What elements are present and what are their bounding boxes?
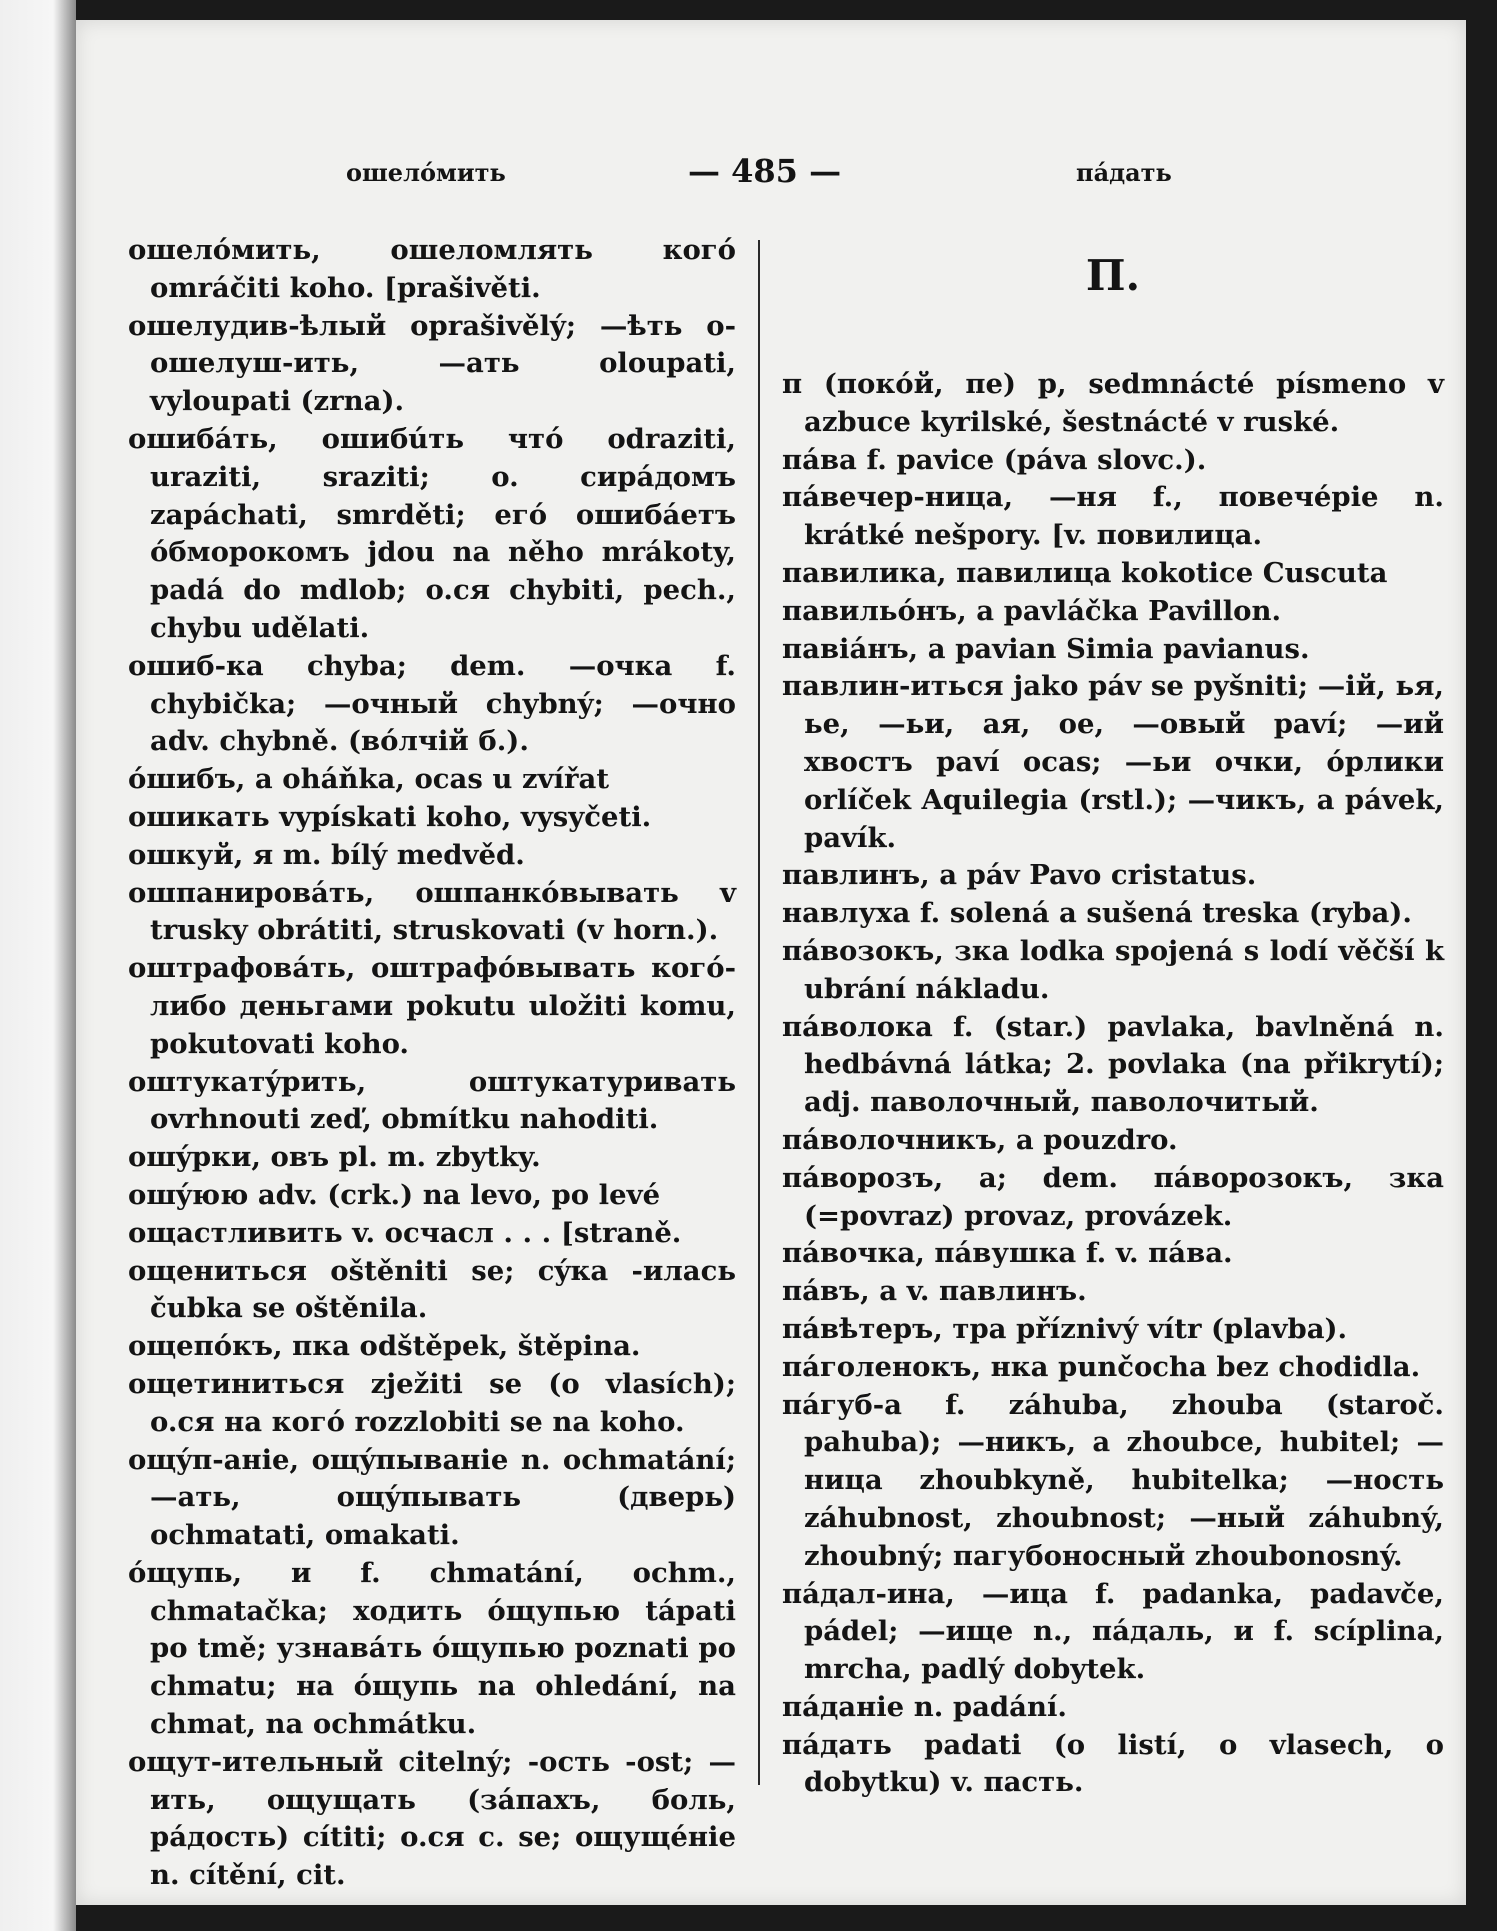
dictionary-entry: п (покóй, пе) p, sedmnácté písmeno v azbuce kyrilské, šestnácté v ruské. <box>782 368 1444 438</box>
dictionary-entry: пáвѣтеръ, тра příznivý vítr (plavba). <box>782 1312 1348 1345</box>
page-number: — 485 — <box>688 152 842 190</box>
dictionary-entry: ошýрки, овъ pl. m. zbytky. <box>128 1141 541 1174</box>
dictionary-page <box>76 20 1466 1905</box>
dictionary-entry: павилика, павилица kokotice Cuscuta <box>782 556 1388 589</box>
dictionary-entry: пáволока f. (star.) pavlaka, bavlněná n. hedbávná látka; 2. povlaka (na přikrytí); adj. паволочный, паволочитый. <box>782 1010 1444 1119</box>
dictionary-entry: ошелóмить, ошеломлять когó omráčiti koho. [prašivěti. <box>128 234 736 304</box>
dictionary-entry: ощут-ительный citelný; -ость -ost; —ить, ощущать (зáпахъ, боль, рáдость) cítiti; o.ся c. se; ощущéніе n. cítění, cit. <box>128 1745 736 1892</box>
column-divider <box>758 240 760 1785</box>
dictionary-entry: óщупь, и f. chmatání, ochm., chmatačka; ходить óщупью tápati po tmě; узнавáть óщупью poznati po chmatu; на óщупь na ohledání, na chmat, na ochmátku. <box>128 1556 736 1741</box>
dictionary-entry: ошикать vypískati koho, vysyčeti. <box>128 800 652 833</box>
dictionary-entry: ощениться oštěniti se; сýка -илась čubka se oštěnila. <box>128 1254 736 1325</box>
dictionary-entry: ошибáть, ошибúть чтó odraziti, uraziti, sraziti; o. сирáдомъ zapáchati, smrděti; егó ошибáетъ óбморокомъ jdou na něho mrákoty, padá do mdlob; o.ся chybiti, pech., chybu udělati. <box>128 422 736 644</box>
dictionary-entry: пáвъ, а v. павлинъ. <box>782 1275 1087 1308</box>
dictionary-entry: óшибъ, а oháňka, ocas u zvířat <box>128 763 610 796</box>
dictionary-entry: ощастливить v. осчасл . . . [straně. <box>128 1216 682 1249</box>
right-column <box>782 232 1444 1802</box>
dictionary-entry: пáворозъ, а; dem. пáворозокъ, зка (=povraz) provaz, provázek. <box>782 1161 1444 1232</box>
dictionary-entry: пáвочка, пáвушка f. v. пáва. <box>782 1237 1233 1270</box>
dictionary-entry: пáдать padati (o listí, o vlasech, o dobytku) v. пасть. <box>782 1728 1444 1799</box>
dictionary-entry: ошкуй, я m. bílý medvěd. <box>128 838 525 871</box>
dictionary-entry: ощýп-аніе, ощýпываніе n. ochmatání; —ать, ощýпывать (дверь) ochmatati, omakati. <box>128 1443 736 1552</box>
dictionary-entry: павильóнъ, а pavláčka Pavillon. <box>782 594 1282 627</box>
dictionary-entry: ошпанировáть, ошпанкóвывать v trusky obrátiti, struskovati (v horn.). <box>128 876 736 947</box>
dictionary-entry: павлин-иться jako páv se pyšniti; —ій, ья, ье, —ьи, ая, ое, —овый paví; —ий хвостъ paví ocas; —ьи очки, óрлики orlíček Aquilegia (rstl.); —чикъ, а pávek, pavík. <box>782 670 1444 854</box>
left-column <box>128 232 736 1895</box>
dictionary-entry: оштукатýрить, оштукатуривать ovrhnouti zeď, obmítku nahoditi. <box>128 1065 736 1136</box>
dictionary-entry: ошиб-ка chyba; dem. —очка f. chybička; —очный chybný; —очно adv. chybně. (вóлчiй б.). <box>128 649 736 758</box>
section-letter: П. <box>1085 251 1141 300</box>
dictionary-entry: ошелудив-ѣлый oprašivělý; —ѣть o-ошелуш-ить, —ать oloupati, vyloupati (zrna). <box>128 309 736 418</box>
left-page-edge <box>0 0 76 1931</box>
right-headword: пáдать <box>1076 158 1172 187</box>
dictionary-entry: навлуха f. solená a sušená treska (ryba). <box>782 897 1412 930</box>
dictionary-entry: пáва f. pavice (páva slovc.). <box>782 443 1207 476</box>
dictionary-entry: пáданіе n. padání. <box>782 1690 1067 1723</box>
dictionary-entry: павлинъ, а páv Pavo cristatus. <box>782 859 1257 892</box>
left-headword: ошелóмить <box>346 158 506 187</box>
running-head <box>76 152 1466 198</box>
dictionary-entry: павiáнъ, а pavian Simia pavianus. <box>782 632 1310 665</box>
dictionary-entry: оштрафовáть, оштрафóвывать когó-либо деньгами pokutu uložiti komu, pokutovati koho. <box>128 952 736 1060</box>
dictionary-entry: пáволочникъ, а pouzdro. <box>782 1123 1178 1156</box>
dictionary-entry: ощепóкъ, пка odštěpek, štěpina. <box>128 1330 641 1363</box>
dictionary-entry: ощетиниться zježiti se (o vlasích); o.ся на когó rozzlobiti se na koho. <box>128 1367 736 1438</box>
dictionary-entry: пáгуб-а f. záhuba, zhouba (staroč. pahuba); —никъ, а zhoubce, hubitel; —ница zhoubkyně, hubitelka; —ность záhubnost, zhoubnost; —ный záhubný, zhoubný; пагубоносный zhoubonosný. <box>782 1388 1444 1572</box>
dictionary-entry: пáдал-ина, —ица f. padanka, padavče, pádel; —ище n., пáдаль, и f. scíplina, mrcha, padlý dobytek. <box>782 1577 1444 1686</box>
dictionary-entry: пáвозокъ, зка lodka spojená s lodí věčší k ubrání nákladu. <box>782 934 1444 1005</box>
dictionary-entry: пáголенокъ, нка punčocha bez chodidla. <box>782 1350 1421 1383</box>
dictionary-entry: ошýюю adv. (crk.) na levo, po levé <box>128 1178 661 1211</box>
dictionary-entry: пáвечер-ница, —ня f., повечéріе n. krátké nešpory. [v. повилица. <box>782 481 1444 552</box>
